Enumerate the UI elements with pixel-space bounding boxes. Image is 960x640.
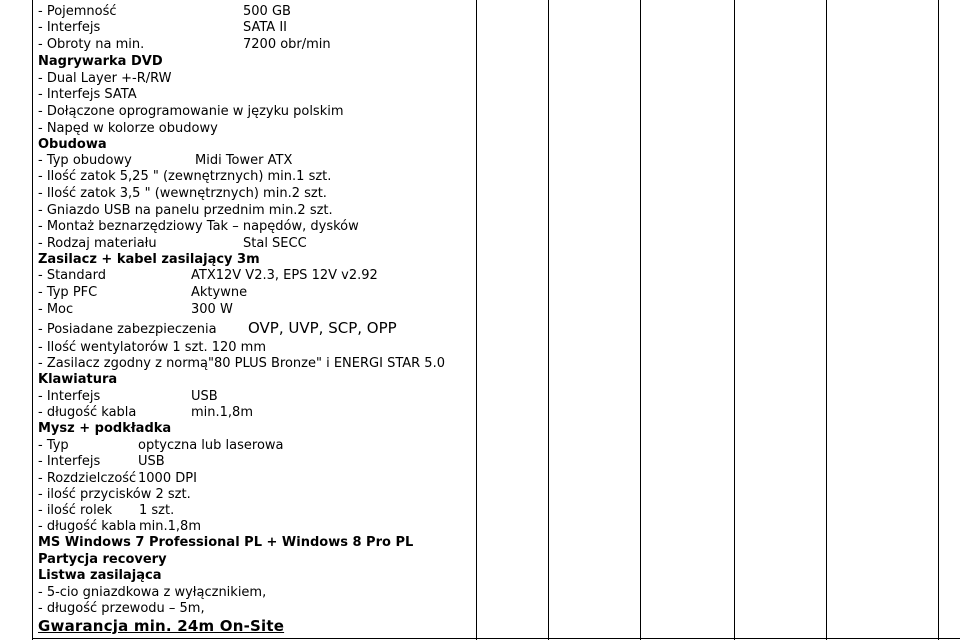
spec-line: - Gniazdo USB na panelu przednim min.2 szt.	[38, 203, 333, 218]
table-column-divider	[734, 0, 735, 640]
spec-line: - Obroty na min. 7200 obr/min	[38, 37, 331, 52]
warranty-heading: Gwarancja min. 24m On-Site	[38, 617, 285, 635]
section-heading: Mysz + podkładka	[38, 421, 172, 436]
spec-line: - Typ obudowy Midi Tower ATX	[38, 153, 293, 168]
section-heading: MS Windows 7 Professional PL + Windows 8 Pro PL	[38, 535, 414, 550]
spec-value: 500 GB	[243, 4, 291, 19]
spec-line: - długość kabla min.1,8m	[38, 519, 201, 534]
table-bottom-border	[32, 638, 960, 639]
spec-line: - 5-cio gniazdkowa z wyłącznikiem,	[38, 585, 267, 600]
spec-line: - długość kabla min.1,8m	[38, 405, 253, 420]
spec-value: ATX12V V2.3, EPS 12V v2.92	[191, 268, 378, 283]
section-heading: Klawiatura	[38, 372, 118, 387]
table-left-border	[32, 0, 33, 640]
spec-line: - Interfejs SATA	[38, 87, 137, 102]
spec-value: optyczna lub laserowa	[138, 438, 284, 453]
spec-line: - Interfejs SATA II	[38, 20, 288, 35]
spec-line: - Interfejs USB	[38, 389, 218, 404]
spec-value: min.1,8m	[191, 405, 253, 420]
table-column-divider	[826, 0, 827, 640]
spec-line: - ilość przycisków 2 szt.	[38, 487, 191, 502]
spec-line: - Ilość zatok 3,5 " (wewnętrznych) min.2 szt.	[38, 186, 327, 201]
spec-line: - Rozdzielczość 1000 DPI	[38, 471, 197, 486]
section-heading: Partycja recovery	[38, 552, 167, 567]
spec-line: - Interfejs USB	[38, 454, 165, 469]
spec-line: - Ilość wentylatorów 1 szt. 120 mm	[38, 340, 266, 355]
spec-value: OVP, UVP, SCP, OPP	[248, 319, 397, 337]
table-right-border	[938, 0, 939, 640]
section-heading: Obudowa	[38, 137, 107, 152]
spec-value: 1000 DPI	[138, 471, 197, 486]
spec-line: - Ilość zatok 5,25 " (zewnętrznych) min.1 szt.	[38, 169, 332, 184]
spec-line: - Dual Layer +-R/RW	[38, 71, 172, 86]
spec-line: - Typ PFC Aktywne	[38, 285, 248, 300]
spec-value: Aktywne	[191, 285, 248, 300]
table-column-divider	[548, 0, 549, 640]
spec-line: - ilość rolek 1 szt.	[38, 503, 175, 518]
section-heading: Nagrywarka DVD	[38, 54, 163, 69]
spec-line: - Dołączone oprogramowanie w języku polskim	[38, 104, 344, 119]
spec-value: Stal SECC	[243, 236, 307, 251]
spec-value: USB	[138, 454, 165, 469]
spec-value: SATA II	[243, 20, 288, 35]
spec-value: 300 W	[191, 302, 233, 317]
spec-line: - Pojemność 500 GB	[38, 4, 291, 19]
spec-line: - Napęd w kolorze obudowy	[38, 121, 218, 136]
section-heading: Listwa zasilająca	[38, 568, 162, 583]
spec-line: - Montaż beznarzędziowy Tak – napędów, dysków	[38, 219, 359, 234]
spec-line: - Typ optyczna lub laserowa	[38, 438, 284, 453]
spec-line: - Posiadane zabezpieczenia OVP, UVP, SCP, OPP	[38, 319, 397, 337]
table-column-divider	[640, 0, 641, 640]
spec-value: 7200 obr/min	[243, 37, 331, 52]
spec-value: USB	[191, 389, 218, 404]
spec-line: - Rodzaj materiału Stal SECC	[38, 236, 307, 251]
spec-line: - długość przewodu – 5m,	[38, 601, 205, 616]
section-heading: Zasilacz + kabel zasilający 3m	[38, 252, 260, 267]
spec-line: - Zasilacz zgodny z normą"80 PLUS Bronze" i ENERGI STAR 5.0	[38, 356, 445, 371]
spec-line: - Moc 300 W	[38, 302, 233, 317]
spec-line: - Standard ATX12V V2.3, EPS 12V v2.92	[38, 268, 378, 283]
spec-value: 1 szt.	[139, 503, 175, 518]
spec-value: min.1,8m	[139, 519, 201, 534]
spec-value: Midi Tower ATX	[195, 153, 293, 168]
table-column-divider	[476, 0, 477, 640]
